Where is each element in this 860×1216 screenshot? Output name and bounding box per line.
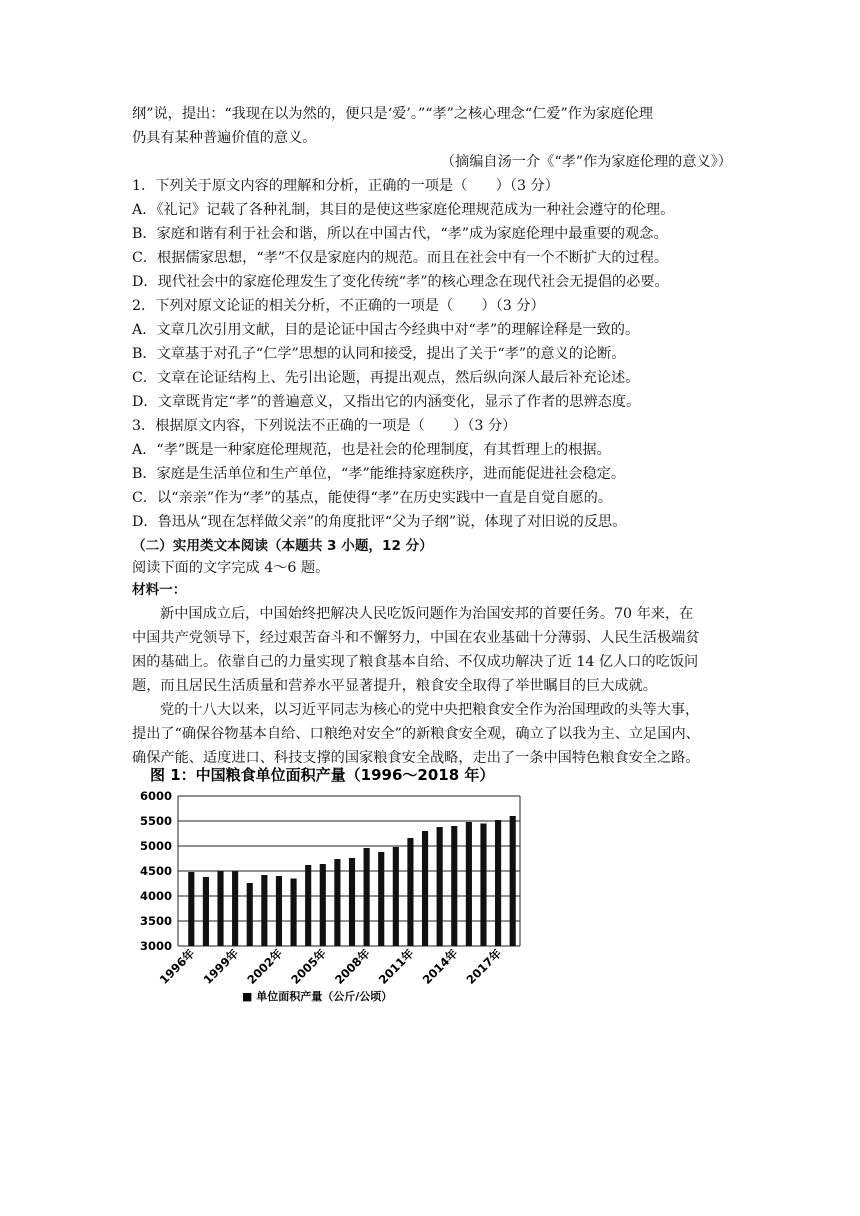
paragraph-1-line-3: 困的基础上。依靠自己的力量实现了粮食基本自给、不仅成功解决了近 14 亿人口的吃饭问 — [132, 654, 699, 670]
question-1-option-a: A．《礼记》记载了各种礼制，其目的是使这些家庭伦理规范成为一种社会遵守的伦理。 — [132, 202, 675, 218]
bar-2012年 — [422, 831, 428, 946]
source-citation: （摘编自汤一介《“孝”作为家庭伦理的意义》） — [440, 154, 732, 170]
y-tick-label: 4500 — [139, 864, 172, 878]
question-1-option-b: B．家庭和谐有利于社会和谐，所以在中国古代，“孝”成为家庭伦理中最重要的观念。 — [132, 226, 668, 242]
bar-2010年 — [393, 847, 399, 946]
question-1-option-c: C．根据儒家思想，“孝”不仅是家庭内的规范。而且在社会中有一个不断扩大的过程。 — [132, 250, 669, 266]
material-1-label: 材料一： — [132, 582, 187, 598]
chart-y-ticks — [140, 789, 172, 953]
x-tick-label: 1996年 — [156, 946, 198, 987]
bar-2000年 — [247, 883, 253, 946]
x-tick-label: 2002年 — [244, 946, 286, 987]
x-tick-label: 2011年 — [375, 946, 417, 987]
question-2-stem: 2．下列对原文论证的相关分析，不正确的一项是（ ）（3 分） — [132, 298, 545, 314]
bar-1999年 — [232, 872, 238, 947]
paragraph-1-line-4: 题，而且居民生活质量和营养水平显著提升，粮食安全取得了举世瞩目的巨大成就。 — [132, 678, 657, 694]
y-tick-label: 3000 — [139, 939, 172, 953]
y-tick-label: 4000 — [139, 889, 172, 903]
grain-yield-bar-chart — [130, 764, 530, 1014]
x-tick-label: 2005年 — [288, 946, 329, 987]
paragraph-2-line-1: 党的十八大以来，以习近平同志为核心的党中央把粮食安全作为治国理政的头等大事， — [160, 702, 700, 718]
question-3-option-b: B．家庭是生活单位和生产单位，“孝”能维持家庭秩序，进而能促进社会稳定。 — [132, 466, 626, 482]
bar-2014年 — [451, 826, 457, 946]
paragraph-1-line-2: 中国共产党领导下，经过艰苦奋斗和不懈努力，中国在农业基础十分薄弱、人民生活极端贫 — [132, 630, 700, 646]
x-tick-label: 1999年 — [200, 946, 242, 987]
y-tick-label: 3500 — [139, 914, 172, 928]
bar-2015年 — [466, 822, 472, 946]
bar-2004年 — [305, 865, 311, 946]
bar-2013年 — [437, 827, 443, 946]
question-1-stem: 1．下列关于原文内容的理解和分析，正确的一项是（ ）（3 分） — [132, 178, 559, 194]
bar-2017年 — [495, 820, 501, 946]
y-tick-label: 5000 — [139, 839, 172, 853]
section-2-instruction: 阅读下面的文字完成 4～6 题。 — [132, 560, 330, 576]
bar-1997年 — [203, 877, 209, 946]
paragraph-2-line-2: 提出了“确保谷物基本自给、口粮绝对安全”的新粮食安全观，确立了以我为主、立足国内、 — [132, 726, 700, 742]
question-2-option-c: C．文章在论证结构上、先引出论题，再提出观点，然后纵向深人最后补充论述。 — [132, 370, 640, 386]
bar-1998年 — [217, 871, 223, 946]
question-2-option-d: D．文章既肯定“孝”的普遍意义，又指出它的内涵变化，显示了作者的思辨态度。 — [132, 394, 641, 410]
bar-2008年 — [364, 848, 370, 946]
question-3-stem: 3．根据原文内容，下列说法不正确的一项是（ ）（3 分） — [132, 418, 517, 434]
chart-title: 图 1：中国粮食单位面积产量（1996～2018 年） — [150, 766, 495, 784]
paragraph-1-line-1: 新中国成立后，中国始终把解决人民吃饭问题作为治国安邦的首要任务。70 年来，在 — [160, 606, 694, 622]
x-tick-label: 2017年 — [463, 946, 505, 987]
chart-bars — [188, 816, 516, 946]
y-tick-label: 5500 — [139, 814, 172, 828]
chart-legend: ■ 单位面积产量（公斤/公顷） — [242, 990, 393, 1003]
bar-2002年 — [276, 876, 282, 946]
x-tick-label: 2014年 — [419, 946, 461, 987]
bar-2003年 — [290, 879, 296, 947]
intro-line-2: 仍具有某种普遍价值的意义。 — [132, 130, 317, 146]
paragraph-2-line-3: 确保产能、适度进口、科技支撑的国家粮食安全战略，走出了一条中国特色粮食安全之路。 — [132, 750, 700, 766]
question-1-option-d: D．现代社会中的家庭伦理发生了变化传统“孝”的核心理念在现代社会无提倡的必要。 — [132, 274, 669, 290]
bar-2005年 — [320, 864, 326, 946]
question-2-option-b: B．文章基于对孔子“仁学”思想的认同和接受，提出了关于“孝”的意义的论断。 — [132, 346, 626, 362]
intro-line-1: 纲”说，提出：“我现在以为然的，便只是‘爱’。”“孝”之核心理念“仁爱”作为家庭伦理 — [132, 106, 653, 122]
question-3-option-a: A．“孝”既是一种家庭伦理规范，也是社会的伦理制度，有其哲理上的根据。 — [132, 442, 611, 458]
bar-2011年 — [407, 838, 413, 946]
bar-2009年 — [378, 852, 384, 946]
question-2-option-a: A．文章几次引用文献，目的是论证中国古今经典中对“孝”的理解诠释是一致的。 — [132, 322, 640, 338]
question-3-option-d: D．鲁迅从“现在怎样做父亲”的角度批评“父为子纲”说，体现了对旧说的反思。 — [132, 514, 627, 530]
bar-2018年 — [510, 816, 516, 946]
bar-2001年 — [261, 875, 267, 946]
x-tick-label: 2008年 — [332, 946, 373, 987]
question-3-option-c: C．以“亲亲”作为“孝”的基点，能使得“孝”在历史实践中一直是自觉自愿的。 — [132, 490, 613, 506]
y-tick-label: 6000 — [139, 789, 172, 803]
bar-2007年 — [349, 858, 355, 946]
bar-1996年 — [188, 872, 194, 946]
chart-x-ticks — [157, 946, 505, 987]
bar-2006年 — [334, 859, 340, 946]
bar-2016年 — [480, 824, 486, 947]
section-2-heading: （二）实用类文本阅读（本题共 3 小题，12 分） — [132, 538, 433, 554]
